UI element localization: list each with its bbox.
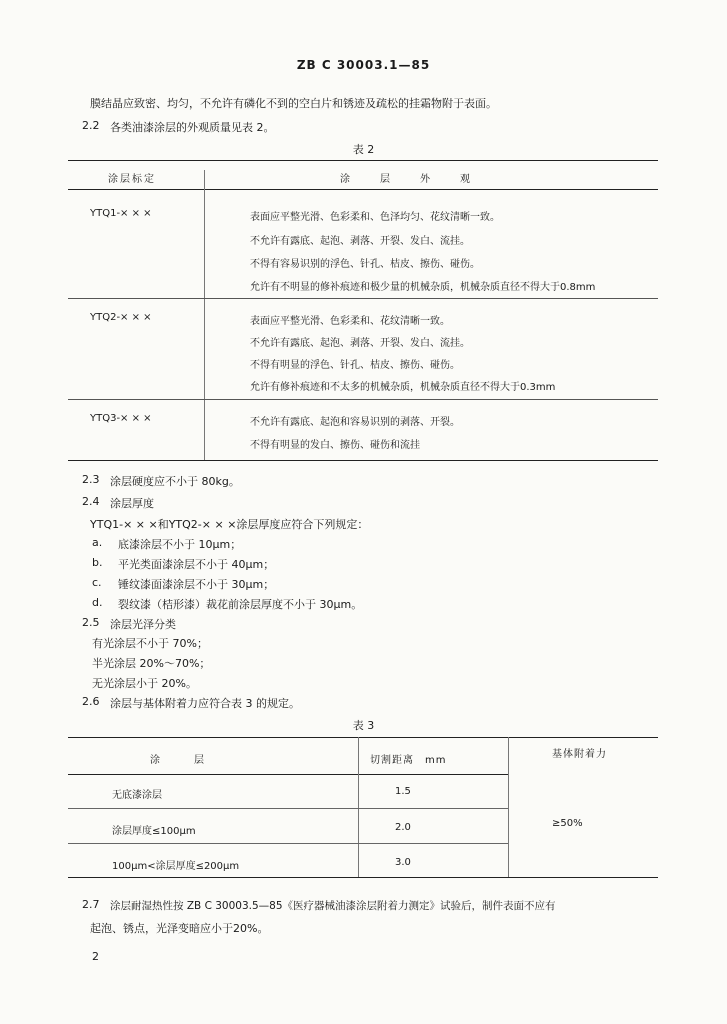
table3-bottom-rule [68,877,658,878]
table3-header-rule [68,774,508,775]
table2-row1-line2: 不允许有露底、起泡、剥落、开裂、发白、流挂。 [250,236,470,247]
table3-adhesion-value: ≥50% [552,818,583,829]
table2-row2-line2: 不允许有露底、起泡、剥落、开裂、发白、流挂。 [250,338,470,349]
section-2-2-number: 2.2 [82,119,100,132]
table2-row1-rule [68,298,658,299]
section-2-4-title: 涂层厚度 [110,497,154,510]
table2-row2-line1: 表面应平整光滑、色彩柔和、花纹清晰一致。 [250,316,450,327]
section-2-5-item-3: 无光涂层小于 20%。 [92,677,197,690]
table3-top-rule [68,737,658,738]
section-2-3-number: 2.3 [82,473,100,486]
section-2-5-title: 涂层光泽分类 [110,618,176,631]
table2-caption: 表 2 [352,143,375,156]
table3-col1-header: 涂 层 [150,755,216,766]
table3-row1-rule [68,808,508,809]
table2-row2-line3: 不得有明显的浮色、针孔、桔皮、擦伤、碰伤。 [250,360,460,371]
section-2-6-number: 2.6 [82,695,100,708]
table2-row1-code: YTQ1-× × × [90,208,152,219]
table2-row2-line4: 允许有修补痕迹和不太多的机械杂质，机械杂质直径不得大于0.3mm [250,382,556,393]
section-2-4-item-b-label: b. [92,556,103,569]
table3-row2-distance: 2.0 [395,822,411,833]
table3-row2-layer: 涂层厚度≤100μm [112,826,196,837]
table2-row1-line4: 允许有不明显的修补痕迹和极少量的机械杂质，机械杂质直径不得大于0.8mm [250,282,596,293]
section-2-4-number: 2.4 [82,495,100,508]
section-2-6-text: 涂层与基体附着力应符合表 3 的规定。 [110,697,300,710]
section-2-4-item-a-text: 底漆涂层不小于 10μm； [118,538,242,551]
section-2-7-line1: 涂层耐湿热性按 ZB C 30003.5—85《医疗器械油漆涂层附着力测定》试验后，制件表面不应有 [110,900,556,912]
section-2-2-text: 各类油漆涂层的外观质量见表 2。 [110,121,275,134]
section-2-3-text: 涂层硬度应不小于 80kg。 [110,475,240,488]
section-2-7-line2: 起泡、锈点，光泽变暗应小于20%。 [90,922,269,935]
table3-row1-distance: 1.5 [395,786,411,797]
table2-header-rule [68,189,658,190]
section-2-4-item-c-label: c. [92,576,102,589]
section-2-7-number: 2.7 [82,898,100,911]
section-2-4-intro: YTQ1-× × ×和YTQ2-× × ×涂层厚度应符合下列规定： [90,518,369,531]
table2-row3-line2: 不得有明显的发白、擦伤、碰伤和流挂 [250,440,420,451]
standard-header: ZB C 30003.1—85 [296,58,431,72]
table2-row1-line3: 不得有容易识别的浮色、针孔、桔皮、擦伤、碰伤。 [250,259,480,270]
table2-row3-code: YTQ3-× × × [90,413,152,424]
table3-divider-2 [508,737,509,877]
table3-row3-distance: 3.0 [395,857,411,868]
section-2-4-item-d-text: 裂纹漆（桔形漆）裁花前涂层厚度不小于 30μm。 [118,598,363,611]
section-2-4-item-d-label: d. [92,596,103,609]
table3-col3-header: 基体附着力 [552,749,607,760]
table3-row2-rule [68,843,508,844]
intro-line: 膜结晶应致密、均匀，不允许有磷化不到的空白片和锈迹及疏松的挂霜物附于表面。 [90,97,497,110]
section-2-5-number: 2.5 [82,616,100,629]
table2-row3-line1: 不允许有露底、起泡和容易识别的剥落、开裂。 [250,417,460,428]
section-2-5-item-1: 有光涂层不小于 70%； [92,637,208,650]
table2-row2-rule [68,399,658,400]
table3-caption: 表 3 [352,719,375,732]
table2-col2-header: 涂 层 外 观 [340,174,480,185]
table2-row1-line1: 表面应平整光滑、色彩柔和、色泽均匀、花纹清晰一致。 [250,212,500,223]
table2-top-rule [68,160,658,161]
table2-row2-code: YTQ2-× × × [90,312,152,323]
table3-col2-header: 切割距离 mm [370,755,447,766]
table3-row3-layer: 100μm<涂层厚度≤200μm [112,861,240,872]
table2-column-divider [204,170,205,460]
section-2-4-item-c-text: 锤纹漆面漆涂层不小于 30μm； [118,578,275,591]
section-2-4-item-a-label: a. [92,536,103,549]
section-2-4-item-b-text: 平光类面漆涂层不小于 40μm； [118,558,275,571]
table2-bottom-rule [68,460,658,461]
table2-col1-header: 涂层标定 [108,174,156,185]
table3-row1-layer: 无底漆涂层 [112,790,162,801]
section-2-5-item-2: 半光涂层 20%～70%； [92,657,211,670]
page-number: 2 [92,950,99,963]
table3-divider-1 [358,737,359,877]
